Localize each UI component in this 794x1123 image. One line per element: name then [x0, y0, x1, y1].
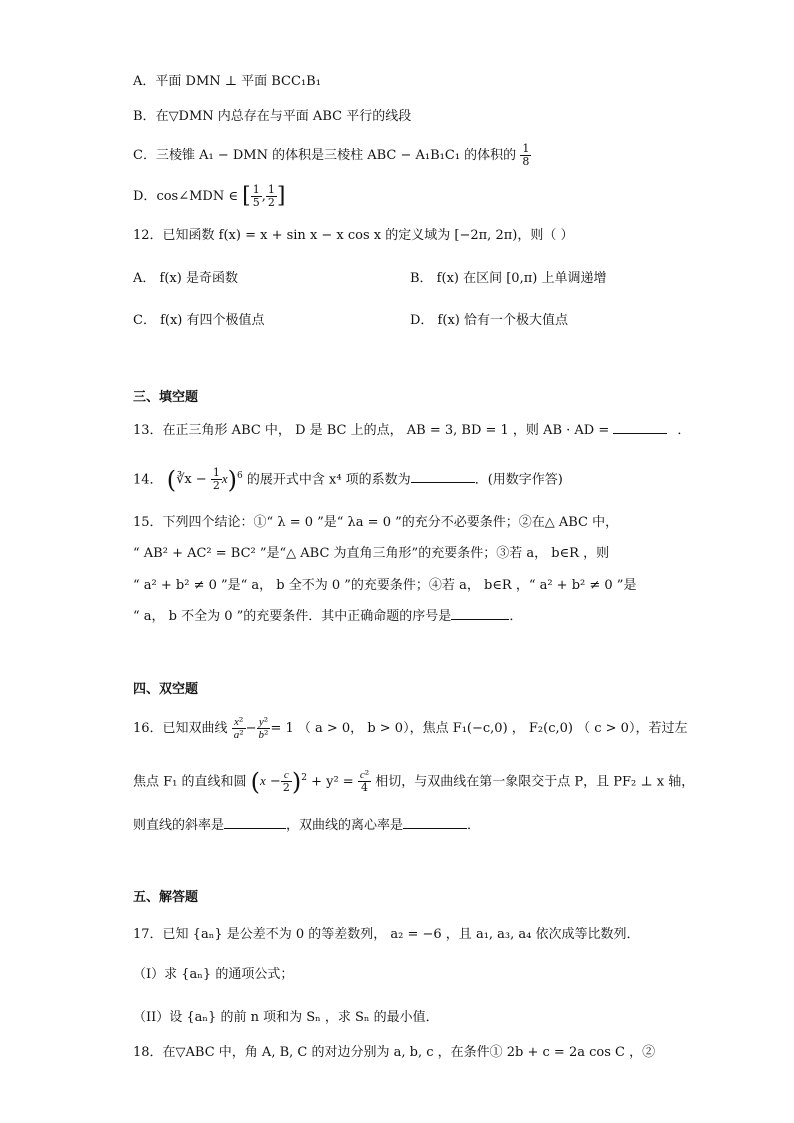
q15-line-1: 15．下列四个结论：①“ λ = 0 ”是“ λa = 0 ”的充分不必要条件；②在△ ABC 中，	[133, 515, 619, 530]
answer-blank	[403, 816, 467, 829]
q11-option-c-text: 三棱锥 A₁ − DMN 的体积是三棱柱 ABC − A₁B₁C₁ 的体积的	[155, 148, 517, 163]
q11-option-c: C．三棱锥 A₁ − DMN 的体积是三棱柱 ABC − A₁B₁C₁ 的体积的 $\frac{1}{8}$	[133, 142, 530, 168]
q17-stem: 17．已知 {aₙ} 是公差不为 0 的等差数列， a₂ = −6 ，且 a₁, a₃, a₄ 依次成等比数列．	[133, 927, 640, 942]
q15-line-3: “ a² + b² ≠ 0 ”是“ a， b 全不为 0 ”的充要条件；④若 a， b∈R ，“ a² + b² ≠ 0 ”是	[133, 578, 637, 593]
section-title-solution: 五、解答题	[133, 890, 199, 905]
answer-blank	[451, 607, 509, 620]
q17-part-2: （II）设 {aₙ} 的前 n 项和为 Sₙ ，求 Sₙ 的最小值．	[133, 1010, 439, 1025]
q12-stem: 12．已知函数 f(x) = x + sin x − x cos x 的定义域为 [−2π, 2π)，则（ ）	[133, 228, 574, 243]
answer-blank	[613, 421, 667, 434]
q17-part-1: （I）求 {aₙ} 的通项公式；	[133, 967, 294, 982]
fraction-one-fifth: $\frac{1}{5}$	[252, 183, 260, 209]
fraction-one-half: $\frac{1}{2}$	[212, 466, 220, 493]
q15-line-2: “ AB² + AC² = BC² ”是“△ ABC 为直角三角形”的充要条件；③若 a， b∈R ，则	[133, 546, 610, 561]
q16-line-2: 焦点 F₁ 的直线和圆 (x − $\frac{c}{2}$ )$^2$ + y² = $\frac{\text{c²}}{4}$ 相切，与双曲线在第一象限交于点 P，且 PF₂ ⊥ x 轴，	[133, 767, 695, 796]
answer-blank	[224, 816, 286, 829]
q11-option-d-text: cos∠MDN ∈	[156, 189, 238, 204]
q15-line-4: “ a， b 不全为 0 ”的充要条件．其中正确命题的序号是 ．	[133, 609, 523, 624]
section-title-fill-blank: 三、填空题	[133, 390, 199, 405]
q13-text: 13．在正三角形 ABC 中， D 是 BC 上的点， AB = 3, BD = 1 ，则 AB · AD =	[133, 423, 614, 438]
q11-option-a: A．平面 DMN ⊥ 平面 BCC₁B₁	[133, 74, 321, 89]
q14-text: 的展开式中含 x⁴ 项的系数为	[246, 472, 411, 488]
q11-option-a-text: A．	[133, 74, 156, 89]
q12-option-a: A． f(x) 是奇函数	[133, 271, 238, 286]
fraction-x2-a2: $\frac{\text{x²}}{\text{a²}}$	[233, 715, 244, 741]
q18-stem: 18．在▽ABC 中，角 A, B, C 的对边分别为 a, b, c ，在条件① 2b + c = 2a cos C ，②	[133, 1045, 656, 1060]
fraction-c2-4: $\frac{\text{c²}}{4}$	[359, 768, 370, 795]
fraction-c-2: $\frac{c}{2}$	[282, 769, 290, 795]
section-title-double-blank: 四、双空题	[133, 682, 199, 697]
q11-option-d: D．cos∠MDN ∈ [ $\frac{1}{5}$ , $\frac{1}{2}$ ]	[133, 183, 286, 209]
fraction-y2-b2: $\frac{\text{y²}}{\text{b²}}$	[258, 715, 269, 741]
answer-blank	[411, 470, 475, 483]
q12-option-d: D． f(x) 恰有一个极大值点	[410, 313, 568, 328]
q12-option-c: C． f(x) 有四个极值点	[133, 313, 265, 328]
fraction-one-eighth: $\frac{1}{8}$	[522, 142, 530, 168]
q12-option-b: B． f(x) 在区间 [0,π) 上单调递增	[410, 271, 607, 286]
q11-option-b-text: 在▽DMN 内总存在与平面 ABC 平行的线段	[155, 109, 412, 124]
q16-line-1: 16．已知双曲线 $\frac{\text{x²}}{\text{a²}}$ − $\frac{\text{y²}}{\text{b²}}$ = 1 （ a > 0， b > 0），焦点 F₁(−c,0) ， F₂(c,0) （ c > 0），若过左	[133, 715, 688, 741]
q11-option-b: B．在▽DMN 内总存在与平面 ABC 平行的线段	[133, 109, 412, 124]
fraction-one-half: $\frac{1}{2}$	[267, 183, 275, 209]
q16-line-3: 则直线的斜率是 ，双曲线的离心率是 ．	[133, 818, 481, 833]
q13: 13．在正三角形 ABC 中， D 是 BC 上的点， AB = 3, BD = 1 ，则 AB · AD = ．	[133, 423, 691, 438]
q14: 14． (∛x − $\frac{1}{2}$ x)$^6$ 的展开式中含 x⁴ 项的系数为 ．(用数字作答)	[133, 465, 563, 494]
